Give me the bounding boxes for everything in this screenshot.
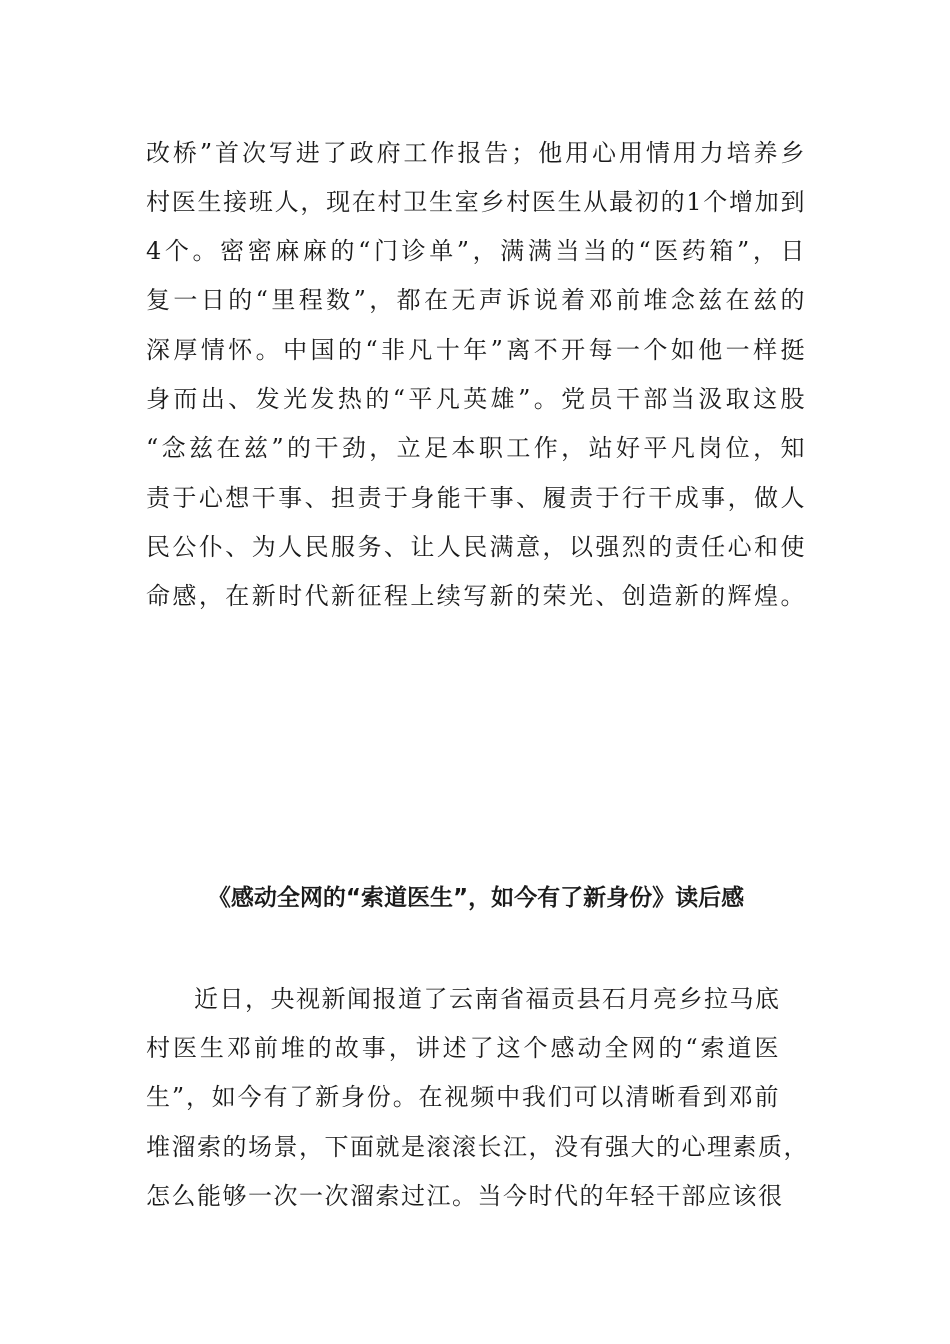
- paragraph-line: 村医生接班人，现在村卫生室乡村医生从最初的1个增加到: [146, 188, 806, 216]
- article-title: 《感动全网的“索道医生”，如今有了新身份》读后感: [207, 885, 745, 911]
- paragraph-line: 堆溜索的场景，下面就是滚滚长江，没有强大的心理素质，: [146, 1133, 809, 1161]
- paragraph-line: 生”，如今有了新身份。在视频中我们可以清晰看到邓前: [146, 1083, 780, 1111]
- paragraph-line: 怎么能够一次一次溜索过江。当今时代的年轻干部应该很: [146, 1182, 784, 1210]
- paragraph-line: 命感，在新时代新征程上续写新的荣光、创造新的辉煌。: [146, 582, 806, 610]
- paragraph-line: 近日，央视新闻报道了云南省福贡县石月亮乡拉马底: [194, 985, 781, 1013]
- paragraph-line: 4个。密密麻麻的“门诊单”，满满当当的“医药箱”，日: [146, 237, 806, 265]
- paragraph-line: 责于心想干事、担责于身能干事、履责于行干成事，做人: [146, 484, 806, 512]
- paragraph-line: 村医生邓前堆的故事，讲述了这个感动全网的“索道医: [146, 1034, 780, 1062]
- paragraph-line: “念兹在兹”的干劲，立足本职工作，站好平凡岗位，知: [146, 434, 806, 462]
- paragraph-line: 改桥”首次写进了政府工作报告；他用心用情用力培养乡: [146, 139, 806, 167]
- paragraph-line: 复一日的“里程数”，都在无声诉说着邓前堆念兹在兹的: [146, 286, 806, 314]
- paragraph-line: 身而出、发光发热的“平凡英雄”。党员干部当汲取这股: [146, 385, 806, 413]
- paragraph-line: 民公仆、为人民服务、让人民满意，以强烈的责任心和使: [146, 533, 806, 561]
- paragraph-line: 深厚情怀。中国的“非凡十年”离不开每一个如他一样挺: [146, 336, 806, 364]
